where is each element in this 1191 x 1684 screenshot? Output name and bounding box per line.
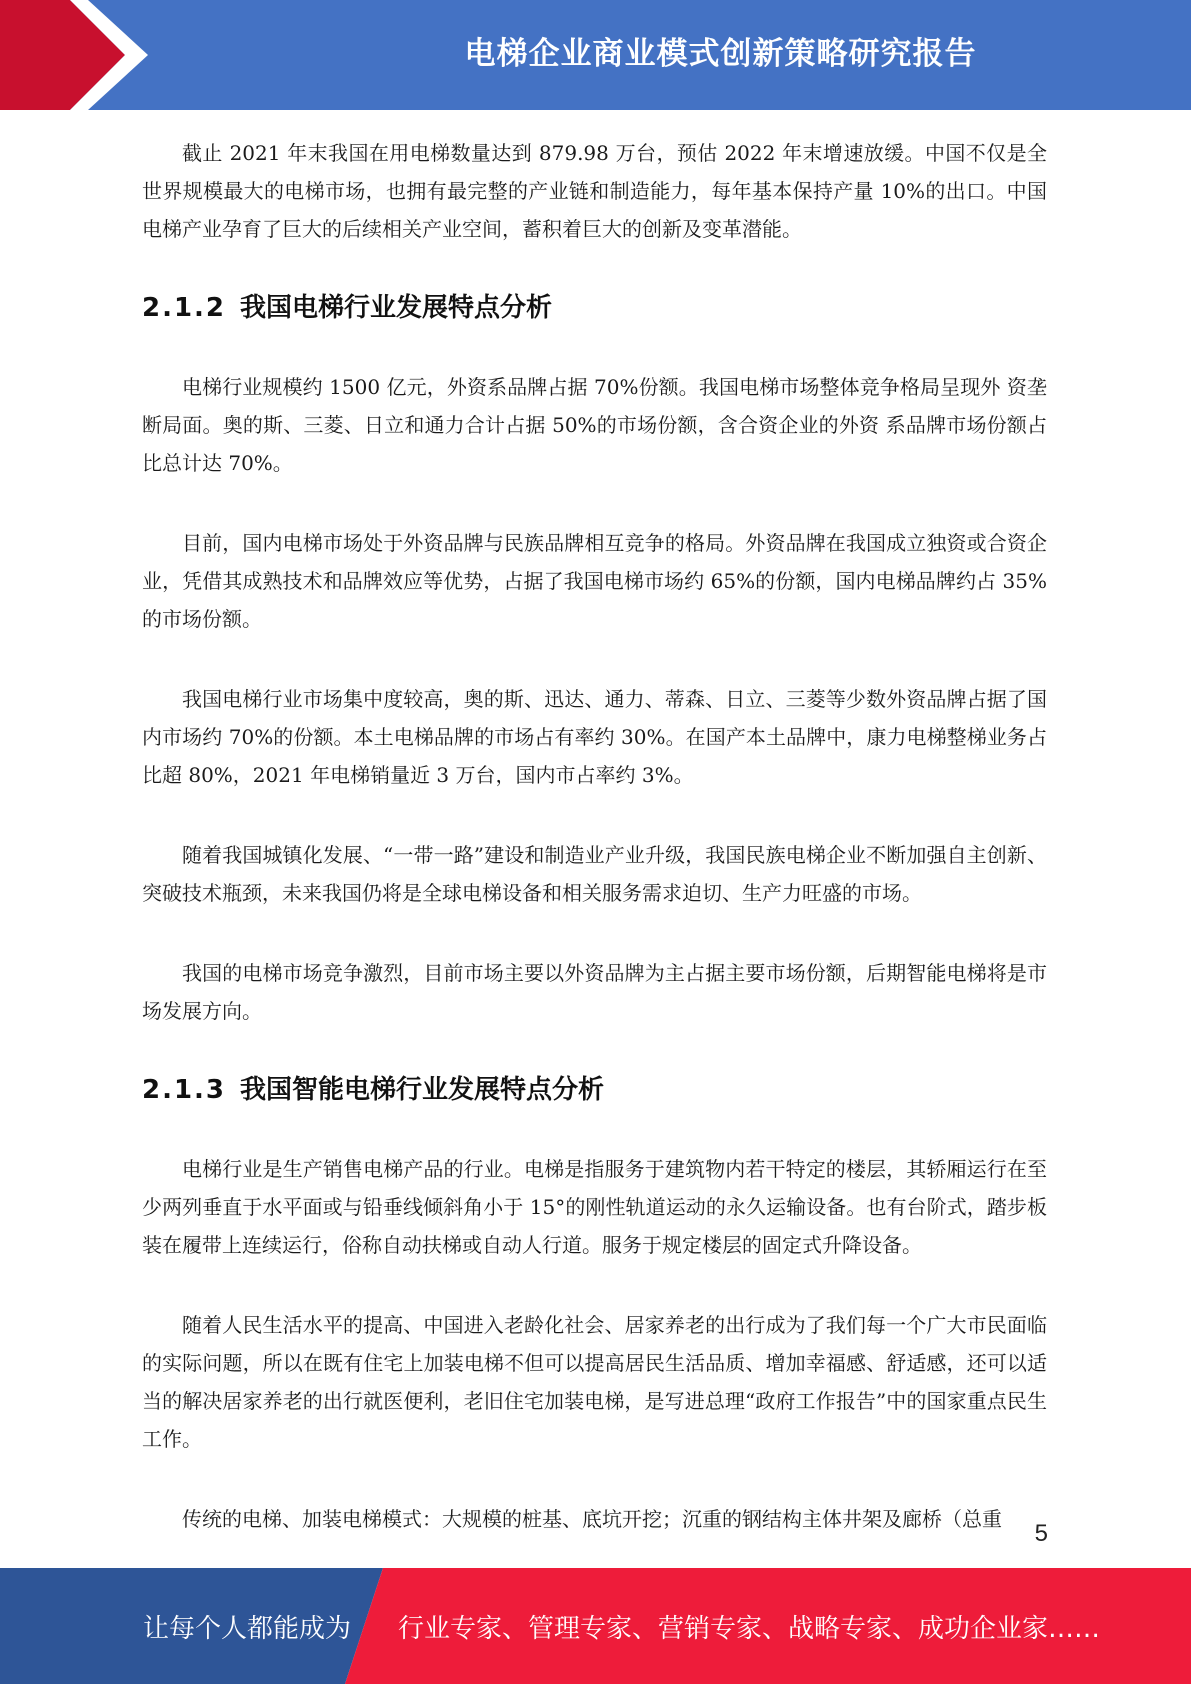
paragraph: 我国的电梯市场竞争激烈，目前市场主要以外资品牌为主占据主要市场份额，后期智能电梯将是市场发展方向。 — [142, 961, 1047, 1023]
paragraph: 随着人民生活水平的提高、中国进入老龄化社会、居家养老的出行成为了我们每一个广大市民面临的实际问题，所以在既有住宅上加装电梯不但可以提高居民生活品质、增加幸福感、舒适感，还可以适当的解决居家养老的出行就医便利，老旧住宅加装电梯，是写进总理“政府工作报告”中的国家重点民生工作。 — [142, 1313, 1047, 1451]
page-footer — [0, 1568, 1191, 1684]
paragraph: 随着我国城镇化发展、“一带一路”建设和制造业产业升级，我国民族电梯企业不断加强自主创新、突破技术瓶颈，未来我国仍将是全球电梯设备和相关服务需求迫切、生产力旺盛的市场。 — [142, 843, 1047, 905]
section-heading-2-1-2 — [142, 290, 1047, 326]
section-title: 我国电梯行业发展特点分析 — [240, 293, 553, 323]
intro-paragraph: 截止 2021 年末我国在用电梯数量达到 879.98 万台，预估 2022 年末增速放缓。中国不仅是全世界规模最大的电梯市场，也拥有最完整的产业链和制造能力，每年基本保持产量 10%的出口。中国电梯产业孕育了巨大的后续相关产业空间，蓄积着巨大的创新及变革潜能。 — [142, 141, 1047, 241]
page-header — [0, 0, 1191, 110]
paragraph: 电梯行业规模约 1500 亿元，外资系品牌占据 70%份额。我国电梯市场整体竞争格局呈现外 资垄断局面。奥的斯、三菱、日立和通力合计占据 50%的市场份额，含合资企业的外资 系品牌市场份额占比总计达 70%。 — [142, 375, 1047, 475]
section-number: 2.1.3 — [142, 1075, 227, 1105]
paragraph: 传统的电梯、加装电梯模式：大规模的桩基、底坑开挖；沉重的钢结构主体井架及廊桥（总重 — [182, 1507, 1002, 1531]
footer-slogan-left: 让每个人都能成为 — [143, 1614, 352, 1644]
page-content — [142, 134, 1047, 1580]
page-number: 5 — [1034, 1520, 1048, 1547]
paragraph: 电梯行业是生产销售电梯产品的行业。电梯是指服务于建筑物内若干特定的楼层，其轿厢运行在至少两列垂直于水平面或与铅垂线倾斜角小于 15°的刚性轨道运动的永久运输设备。也有台阶式，踏步板装在履带上连续运行，俗称自动扶梯或自动人行道。服务于规定楼层的固定式升降设备。 — [142, 1157, 1047, 1257]
section-heading-2-1-3 — [142, 1072, 1047, 1108]
footer-slogan-right: 行业专家、管理专家、营销专家、战略专家、成功企业家…… — [398, 1614, 1101, 1644]
section-title: 我国智能电梯行业发展特点分析 — [240, 1075, 605, 1105]
report-title: 电梯企业商业模式创新策略研究报告 — [464, 36, 977, 72]
paragraph: 我国电梯行业市场集中度较高，奥的斯、迅达、通力、蒂森、日立、三菱等少数外资品牌占据了国内市场约 70%的份额。本土电梯品牌的市场占有率约 30%。在国产本土品牌中，康力电梯整梯业务占比超 80%，2021 年电梯销量近 3 万台，国内市占率约 3%。 — [142, 687, 1047, 787]
paragraph: 目前，国内电梯市场处于外资品牌与民族品牌相互竞争的格局。外资品牌在我国成立独资或合资企业，凭借其成熟技术和品牌效应等优势，占据了我国电梯市场约 65%的份额，国内电梯品牌约占 35%的市场份额。 — [142, 531, 1047, 631]
section-number: 2.1.2 — [142, 293, 227, 323]
